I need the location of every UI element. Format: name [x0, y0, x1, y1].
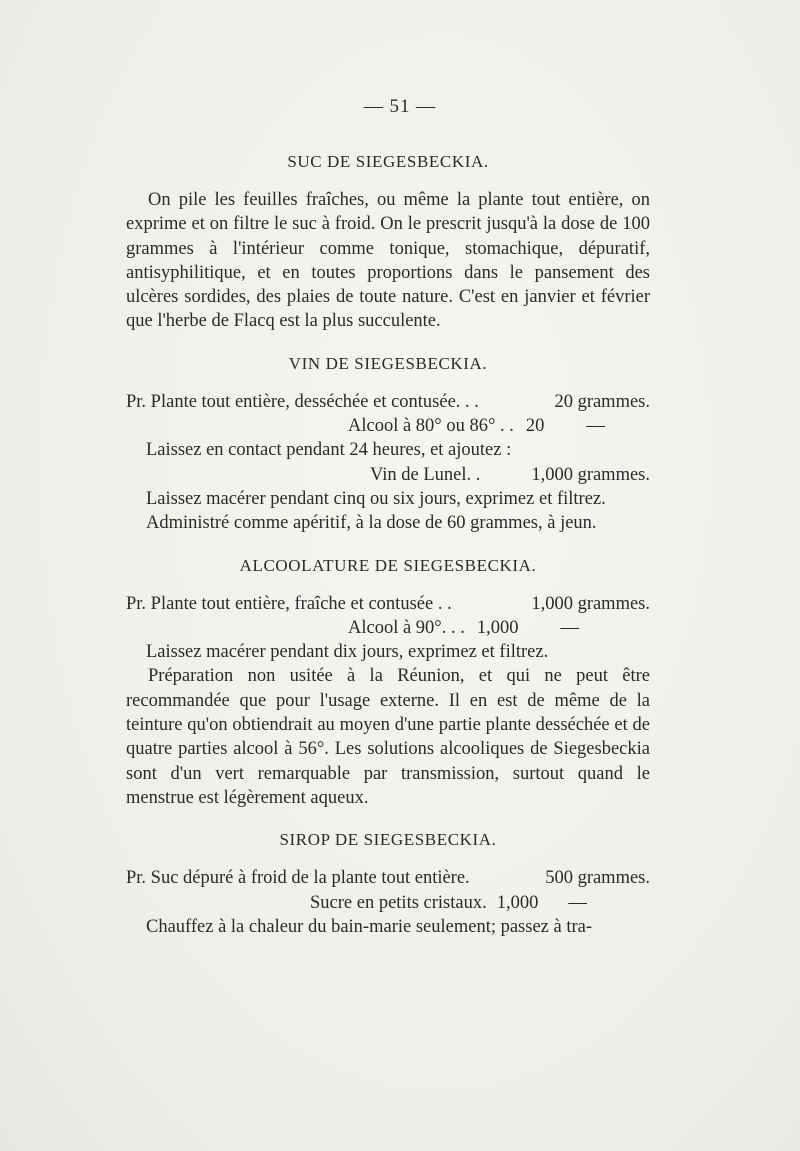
ingredient-label: Alcool à 80° ou 86° . .: [348, 416, 514, 437]
instruction-line: Laissez macérer pendant dix jours, exprimez et filtrez.: [146, 642, 549, 663]
ingredient-quantity: 20: [525, 416, 545, 437]
recipe-row: [126, 592, 650, 616]
ingredient-quantity: 1,000 grammes.: [531, 593, 650, 614]
recipe-row: [126, 414, 650, 438]
instruction-line: Chauffez à la chaleur du bain-marie seulement; passez à tra-: [146, 916, 593, 937]
paragraph-suc: On pile les feuilles fraîches, ou même la plante tout entière, on exprime et on filtre le suc à froid. On le prescrit jusqu'à la dose de 100 grammes à l'intérieur comme tonique, stomachique, dépuratif, antisyphilitique, et en toutes proportions dans le pansement des ulcères sordides, des plaies de toute nature. C'est en janvier et février que l'herbe de Flacq est la plus succulente.: [126, 190, 650, 332]
ingredient-label: Vin de Lunel. .: [370, 464, 481, 485]
ingredient-quantity: 1,000: [496, 892, 539, 913]
heading-vin: VIN DE SIEGESBECKIA.: [288, 353, 488, 373]
instruction-line: Laissez macérer pendant cinq ou six jours, exprimez et filtrez.: [146, 488, 606, 509]
page-number: — 51 —: [363, 96, 437, 117]
ingredient-quantity: 1,000: [476, 617, 519, 638]
ditto-mark: —: [568, 892, 587, 913]
heading-alcoolature: ALCOOLATURE DE SIEGESBECKIA.: [239, 555, 537, 575]
recipe-row: [126, 616, 650, 640]
recipe-row: [126, 891, 650, 915]
recipe-row: [126, 463, 650, 487]
ingredient-label: Pr. Plante tout entière, desséchée et contusée. . .: [126, 391, 479, 412]
instruction-line: Administré comme apéritif, à la dose de 60 grammes, à jeun.: [146, 513, 597, 534]
ingredient-label: Alcool à 90°. . .: [348, 617, 465, 638]
heading-sirop: SIROP DE SIEGESBECKIA.: [279, 830, 497, 850]
ingredient-quantity: 1,000 grammes.: [531, 464, 650, 485]
ingredient-label: Sucre en petits cristaux.: [310, 892, 487, 913]
paragraph-alcoolature: Préparation non usitée à la Réunion, et qui ne peut être recommandée que pour l'usage externe. Il en est de même de la teinture qu'on obtiendrait au moyen d'une partie plante desséchée et de quatre parties alcool à 56°. Les solutions alcooliques de Siegesbeckia sont d'un vert remarquable par transmission, surtout quand le menstrue est légèrement aqueux.: [126, 666, 650, 808]
ingredient-quantity: 500 grammes.: [545, 868, 650, 889]
page-text: [126, 150, 650, 939]
recipe-row: [126, 866, 650, 890]
instruction-line: Laissez en contact pendant 24 heures, et ajoutez :: [146, 440, 512, 461]
ingredient-label: Pr. Suc dépuré à froid de la plante tout entière.: [126, 868, 470, 889]
ditto-mark: —: [586, 416, 605, 437]
recipe-row: [126, 390, 650, 414]
ditto-mark: —: [560, 617, 579, 638]
ingredient-quantity: 20 grammes.: [554, 391, 650, 412]
heading-suc: SUC DE SIEGESBECKIA.: [287, 152, 489, 171]
ingredient-label: Pr. Plante tout entière, fraîche et contusée . .: [126, 593, 452, 614]
